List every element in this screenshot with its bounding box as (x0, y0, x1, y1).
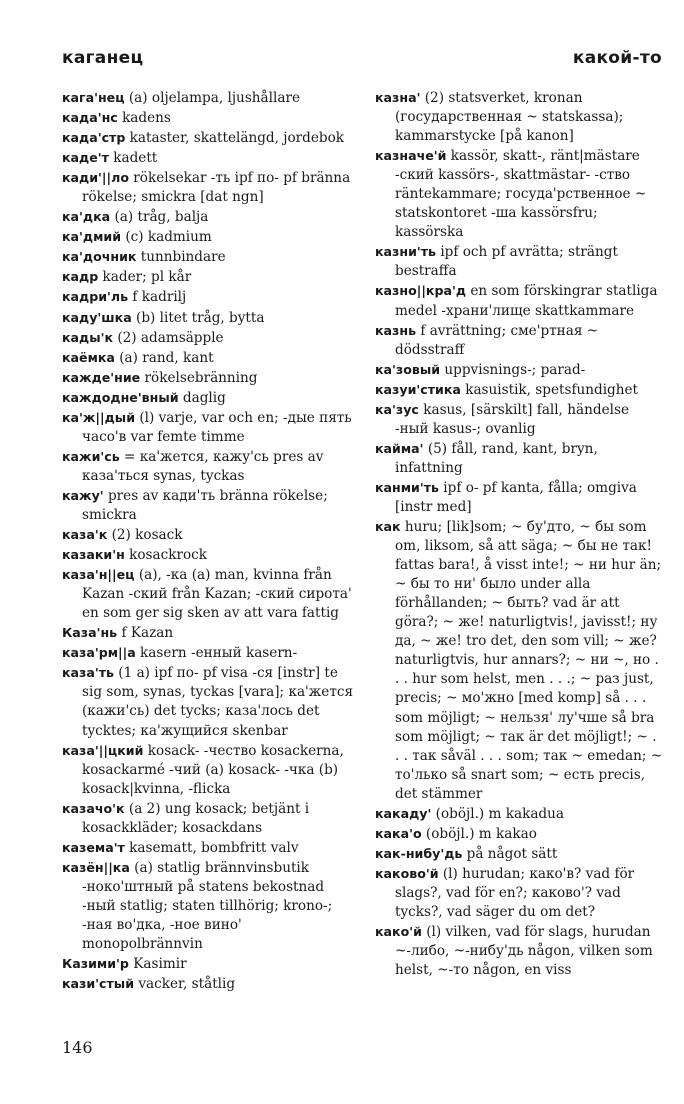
definition: kasematt, bombfritt valv (124, 839, 299, 856)
headword: кайма' (375, 440, 424, 456)
dictionary-entry (62, 663, 354, 740)
headword: каза'ть (62, 665, 114, 681)
definition: en som förskingrar statliga medel -храни'лище skattkammare (395, 283, 658, 319)
definition: tunnbindare (136, 249, 226, 266)
definition: kader; pl kår (98, 269, 192, 286)
running-header-right: какой-то (572, 48, 662, 68)
headword: ка'дочник (62, 249, 137, 265)
headword: ка'дмий (62, 229, 122, 245)
dictionary-entry (62, 447, 354, 486)
headword: каду'шка (62, 309, 132, 325)
headword: кага'нец (62, 90, 125, 105)
definition: huru; [lik]som; ~ бу'дто, ~ бы som om, liksom, så att säga; ~ бы не так! fattas bara!, å visst inte!; ~ ни hur än; ~ бы то ни' было under alla förhållanden; ~ быть? vad är att göra?; ~ же! naturligtvis!, javisst!; ну да, ~ же! tro det, den som vill; ~ же? naturligtvis, hur annars?; ~ ни ~, но . . . hur som helst, men . . .; ~ раз just, precis; ~ мо'жно [med komp] så . . . som möjligt; ~ нельзя' лу'чше så bra som möjligt; ~ так är det möjligt!; ~ . . . так såväl . . . som; так ~ emedan; ~ то'лько så snart som; ~ есть precis, det stämmer (395, 519, 663, 802)
definition: kadett (108, 150, 158, 167)
dictionary-entry (375, 380, 665, 400)
headword: када'нс (62, 110, 118, 126)
definition: (а) oljelampa, ljushållare (124, 90, 300, 106)
headword: кадри'ль (62, 289, 129, 305)
definition: kasus, [särskilt] fall, händelse -ный kasus-; ovanlig (395, 401, 629, 437)
headword: ка'зус (375, 401, 419, 417)
left-column (62, 88, 354, 994)
dictionary-entry (62, 148, 354, 168)
definition: daglig (178, 389, 226, 406)
headword: кажу' (62, 487, 104, 503)
headword: казема'т (62, 839, 125, 855)
headword: каза'н||ец (62, 567, 135, 583)
dictionary-entry (375, 360, 665, 380)
definition: (l) varje, var och en; -дые пять часо'в var femte timme (82, 409, 352, 445)
headword: каде'т (62, 150, 109, 166)
headword: казни'ть (375, 244, 437, 260)
definition: kasern -енный kasern- (135, 645, 298, 662)
dictionary-entry (375, 242, 665, 281)
definition: (oböjl.) m kakadua (431, 805, 564, 822)
headword: Казими'р (62, 956, 129, 972)
definition: f Kazan (117, 625, 174, 642)
dictionary-entry (375, 478, 665, 517)
definition: (b) litet tråg, bytta (131, 309, 265, 326)
headword: казначе'й (375, 148, 447, 164)
dictionary-entry (375, 922, 665, 980)
headword: кака'о (375, 825, 422, 841)
definition: rökelsekar -ть ipf по- pf bränna rökelse; smickra [dat ngn] (82, 170, 351, 206)
definition: vacker, ståtlig (134, 976, 236, 993)
dictionary-entry (62, 168, 354, 207)
definition: (а) rand, kant (114, 349, 214, 366)
definition: (l) vilken, vad för slags, hurudan ~-либо, ~-нибу'дь någon, vilken som helst, ~-то någon, en viss (395, 924, 653, 979)
dictionary-entry (62, 545, 354, 565)
dictionary-entry (62, 799, 354, 838)
dictionary-entry (375, 400, 665, 439)
dictionary-entry (375, 146, 665, 242)
dictionary-entry (375, 824, 665, 844)
dictionary-entry (62, 388, 354, 408)
definition: kadens (117, 110, 171, 127)
dictionary-entry (375, 439, 665, 478)
dictionary-entry (62, 858, 354, 954)
definition: kosack- -чество kosackerna, kosackarmé -чий (а) kosack- -чка (b) kosack|kvinna, -flicka (82, 742, 344, 797)
definition: ipf och pf avrätta; strängt bestraffa (395, 244, 618, 280)
headword: казуи'стика (375, 381, 461, 397)
headword: казно||кра'д (375, 283, 467, 299)
dictionary-entry (62, 623, 354, 643)
headword: кады'к (62, 329, 114, 345)
headword: када'стр (62, 130, 126, 146)
headword: каждодне'вный (62, 389, 179, 405)
dictionary-entry (375, 321, 665, 360)
definition: (а) statlig brännvinsbutik -ноко'штный på statens bekostnad -ный statlig; staten tillhörig; krono-; -ная во'дка, -ное вино' monopolbrännvin (82, 859, 333, 953)
dictionary-entry (62, 368, 354, 388)
dictionary-entry (62, 565, 354, 623)
dictionary-entry (62, 838, 354, 858)
definition: (2) kosack (107, 527, 183, 544)
headword: како'й (375, 924, 422, 940)
page-number: 146 (62, 1038, 93, 1057)
headword: Каза'нь (62, 625, 118, 641)
dictionary-entry (62, 88, 354, 108)
definition: (а), -ка (а) man, kvinna från Kazan -ский från Kazan; -ский сирота' en som ger sig sken av att vara fattig (82, 567, 352, 622)
dictionary-entry (62, 128, 354, 148)
dictionary-entry (375, 864, 665, 922)
definition: (с) kadmium (121, 229, 212, 246)
headword: какаду' (375, 805, 432, 821)
dictionary-entry (62, 247, 354, 267)
definition: pres av кади'ть bränna rökelse; smickra (82, 487, 328, 523)
dictionary-entry (62, 267, 354, 287)
definition: (1 а) ipf по- pf visa -ся [instr] te sig som, synas, tyckas [vara]; ка'жется (кажи'сь) det tycks; каза'лось det tycktes; ка'жущийся skenbar (82, 665, 354, 739)
headword: казна' (375, 90, 421, 105)
headword: ка'дка (62, 209, 111, 225)
definition: (oböjl.) m kakao (421, 825, 537, 842)
headword: казён||ка (62, 859, 130, 875)
headword: как-нибу'дь (375, 845, 463, 861)
headword: канми'ть (375, 479, 439, 495)
headword: каза'||цкий (62, 742, 144, 758)
dictionary-entry (62, 108, 354, 128)
definition: = ка'жется, кажу'сь pres av каза'ться synas, tyckas (82, 448, 324, 484)
dictionary-entry (62, 207, 354, 227)
headword: кадр (62, 269, 99, 285)
headword: как (375, 519, 401, 535)
headword: казачо'к (62, 800, 125, 816)
definition: kassör, skatt-, ränt|mästare -ский kassörs-, skattmästar- -ство räntekammare; госуда'рственное ~ statskontoret -ша kassörsfru; kassörska (395, 148, 647, 241)
dictionary-entry (375, 281, 665, 320)
definition: kasuistik, spetsfundighet (460, 381, 639, 398)
definition: rökelsebränning (140, 369, 258, 386)
headword: ка'ж||дый (62, 409, 136, 425)
headword: казнь (375, 322, 417, 338)
dictionary-entry (62, 328, 354, 348)
dictionary-entry (62, 287, 354, 307)
headword: ка'зовый (375, 361, 441, 377)
dictionary-entry (62, 643, 354, 663)
headword: кади'||ло (62, 170, 129, 186)
definition: (2) statsverket, kronan (государственная ~ statskassa); kammarstycke [på kanon] (395, 90, 624, 145)
dictionary-entry (62, 974, 354, 994)
definition: (а 2) ung kosack; betjänt i kosackkläder; kosackdans (82, 800, 310, 836)
headword: каково'й (375, 865, 439, 881)
definition: (5) fåll, rand, kant, bryn, infattning (395, 440, 598, 476)
dictionary-entry (375, 804, 665, 824)
dictionary-entry (62, 308, 354, 328)
running-header-left: каганец (62, 48, 144, 68)
dictionary-entry (375, 517, 665, 804)
definition: kosackrock (124, 547, 208, 564)
dictionary-entry (375, 88, 665, 146)
dictionary-entry (62, 408, 354, 447)
definition: kataster, skattelängd, jordebok (125, 130, 345, 147)
dictionary-entry (62, 486, 354, 525)
definition: (l) hurudan; како'в? vad för slags?, vad för en?; каково'? vad tycks?, vad säger du om det? (395, 865, 635, 920)
headword: кажде'ние (62, 369, 141, 385)
definition: Kasimir (128, 956, 187, 973)
definition: f kadrilj (128, 289, 187, 306)
headword: каза'рм||а (62, 645, 136, 661)
definition: på något sätt (462, 845, 558, 862)
definition: ipf о- pf kanta, fålla; omgiva [instr med] (395, 479, 637, 515)
right-column (375, 88, 665, 980)
headword: казаки'н (62, 547, 125, 563)
definition: (2) adamsäpple (113, 329, 224, 346)
headword: кази'стый (62, 976, 135, 992)
headword: кажи'сь (62, 448, 120, 464)
definition: (а) tråg, balja (110, 209, 209, 226)
definition: uppvisnings-; parad- (440, 361, 586, 378)
dictionary-entry (62, 954, 354, 974)
dictionary-entry (62, 227, 354, 247)
definition: f avrättning; сме'ртная ~ dödsstraff (395, 322, 599, 358)
dictionary-entry (375, 844, 665, 864)
dictionary-entry (62, 525, 354, 545)
headword: каёмка (62, 349, 115, 365)
dictionary-entry (62, 741, 354, 799)
headword: каза'к (62, 527, 108, 543)
dictionary-entry (62, 348, 354, 368)
